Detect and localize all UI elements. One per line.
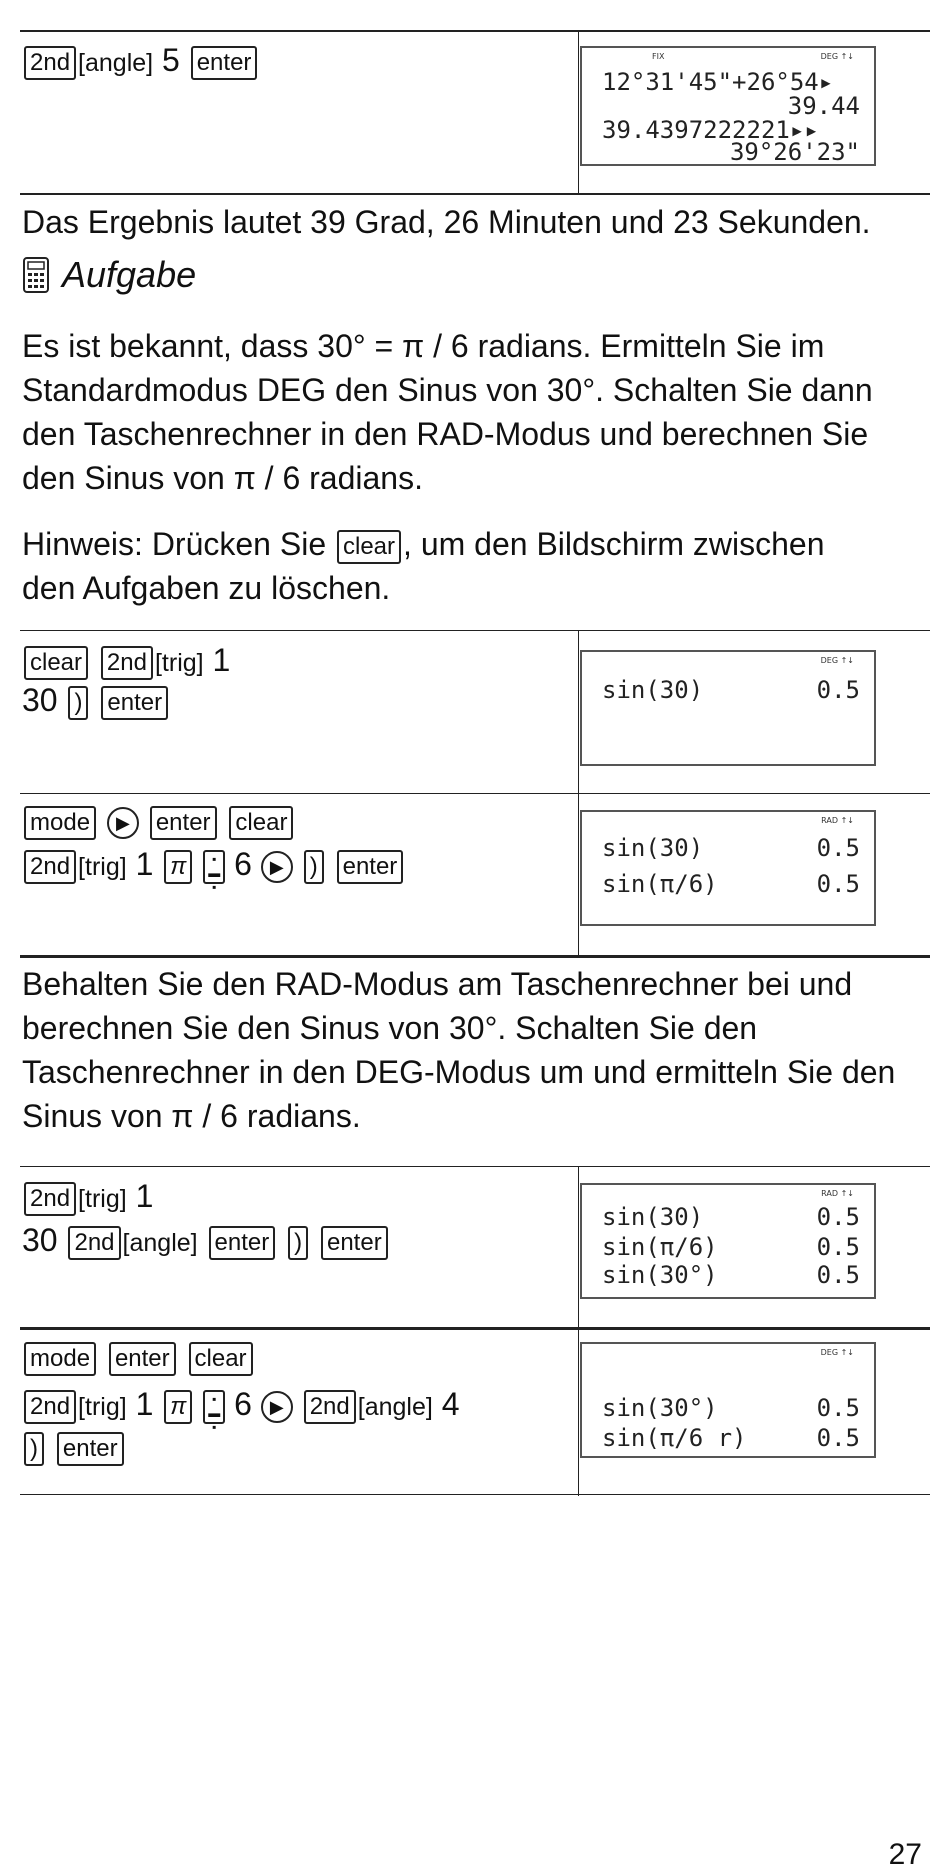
key-enter: enter	[109, 1342, 176, 1376]
task-heading	[22, 254, 196, 296]
text-line: Es ist bekannt, dass 30° = π / 6 radians. Ermitteln Sie im	[22, 328, 825, 364]
screen-result: 0.5	[816, 1424, 860, 1452]
calc-screen-top	[580, 46, 876, 166]
rule	[20, 955, 930, 958]
screen-line: 39.4397222221▸▸	[602, 116, 819, 144]
keys-top	[22, 40, 259, 80]
screen-expression: sin(30)	[602, 834, 704, 862]
hint-line2: den Aufgaben zu löschen.	[22, 570, 391, 606]
key-angle: [ angle ]	[358, 1392, 433, 1422]
screen-expression: sin(π/6)	[602, 870, 718, 898]
fraction-key-icon: ▪ ▬ ▪	[203, 850, 225, 884]
keys-row1	[22, 640, 230, 720]
key-clear: clear	[337, 530, 401, 564]
screen-result: 0.5	[816, 870, 860, 898]
screen-expression: sin(30°)	[602, 1261, 718, 1289]
mode-indicator: DEG ↑↓	[820, 1348, 854, 1357]
key-trig: [ trig ]	[78, 1392, 127, 1422]
table-divider	[578, 30, 579, 193]
screen-expression: sin(30)	[602, 676, 704, 704]
key-2nd: 2nd	[24, 1390, 76, 1424]
key-enter: enter	[321, 1226, 388, 1260]
key-angle: [ angle ]	[78, 48, 153, 78]
rule-top	[20, 30, 930, 32]
rule	[20, 1327, 930, 1330]
key-clear: clear	[24, 646, 88, 680]
key-clear: clear	[229, 806, 293, 840]
screen-expression: sin(π/6)	[602, 1233, 718, 1261]
key-2nd: 2nd	[24, 46, 76, 80]
key-trig: [ trig ]	[78, 1184, 127, 1214]
text-line: berechnen Sie den Sinus von 30°. Schalten Sie den	[22, 1010, 758, 1046]
screen-result: 0.5	[816, 676, 860, 704]
task-heading-label: Aufgabe	[62, 254, 197, 295]
key-2nd: 2nd	[24, 850, 76, 884]
screen-result: 0.5	[816, 1233, 860, 1261]
rule	[20, 193, 930, 195]
key-enter: enter	[209, 1226, 276, 1260]
text-line: Behalten Sie den RAD-Modus am Taschenrechner bei und	[22, 966, 853, 1002]
key-close-paren: )	[288, 1226, 308, 1260]
screen-expression: sin(30°)	[602, 1394, 718, 1422]
key-enter: enter	[191, 46, 258, 80]
key-enter: enter	[101, 686, 168, 720]
key-clear: clear	[189, 1342, 253, 1376]
arrow-right-icon: ▶	[261, 1391, 293, 1423]
screen-expression: sin(π/6 r)	[602, 1424, 747, 1452]
calc-screen-row4	[580, 1342, 876, 1458]
key-digit: 30	[22, 682, 58, 718]
key-digit: 1	[212, 642, 231, 678]
screen-expression: sin(30)	[602, 1203, 704, 1231]
keys-row4	[22, 1336, 460, 1466]
rule	[20, 1166, 930, 1167]
key-enter: enter	[150, 806, 217, 840]
mode-indicator: RAD ↑↓	[821, 1189, 854, 1198]
key-digit: 1	[135, 846, 154, 882]
key-2nd: 2nd	[24, 1182, 76, 1216]
calc-screen-row3	[580, 1183, 876, 1299]
mode-indicator: DEG ↑↓	[820, 656, 854, 665]
key-pi: π	[164, 1390, 192, 1424]
hint-prefix: Hinweis: Drücken Sie	[22, 526, 327, 562]
screen-result: 0.5	[816, 834, 860, 862]
mode-indicator: DEG ↑↓	[820, 52, 854, 61]
key-angle: [ angle ]	[123, 1228, 198, 1258]
screen-result: 0.5	[816, 1203, 860, 1231]
key-pi: π	[164, 850, 192, 884]
page-number: 27	[888, 1838, 922, 1871]
calc-screen-row2	[580, 810, 876, 926]
rule	[20, 793, 930, 794]
text-line: Sinus von π / 6 radians.	[22, 1098, 361, 1134]
hint-text	[22, 522, 932, 610]
screen-result: 0.5	[816, 1394, 860, 1422]
key-2nd: 2nd	[101, 646, 153, 680]
fraction-key-icon: ▪ ▬ ▪	[203, 1390, 225, 1424]
screen-result: 0.5	[816, 1261, 860, 1289]
task-text-2	[22, 962, 932, 1138]
arrow-right-icon: ▶	[261, 851, 293, 883]
key-trig: [ trig ]	[78, 852, 127, 882]
key-2nd: 2nd	[304, 1390, 356, 1424]
key-mode: mode	[24, 1342, 96, 1376]
key-digit: 1	[135, 1178, 154, 1214]
screen-line: 39°26'23"	[729, 138, 860, 166]
text-line: Taschenrechner in den DEG-Modus um und ermitteln Sie den	[22, 1054, 896, 1090]
screen-line: 39.44	[787, 92, 860, 120]
keys-row2	[22, 800, 405, 894]
table-divider	[578, 1166, 579, 1496]
key-enter: enter	[57, 1432, 124, 1466]
key-digit: 1	[135, 1386, 154, 1422]
key-digit: 6	[234, 1386, 252, 1422]
key-digit: 5	[162, 42, 180, 78]
key-trig: [ trig ]	[155, 648, 204, 678]
text-line: den Sinus von π / 6 radians.	[22, 460, 423, 496]
text-line: den Taschenrechner in den RAD-Modus und berechnen Sie	[22, 416, 869, 452]
fix-indicator: FIX	[652, 52, 665, 61]
rule	[20, 630, 930, 631]
calc-screen-row1	[580, 650, 876, 766]
hint-suffix: , um den Bildschirm zwischen	[403, 526, 825, 562]
key-digit: 30	[22, 1222, 58, 1258]
key-mode: mode	[24, 806, 96, 840]
rule	[20, 1494, 930, 1495]
key-close-paren: )	[24, 1432, 44, 1466]
key-enter: enter	[337, 850, 404, 884]
result-text: Das Ergebnis lautet 39 Grad, 26 Minuten und 23 Sekunden.	[22, 204, 871, 240]
key-digit: 6	[234, 846, 252, 882]
screen-line: 12°31'45"+26°54▸	[602, 68, 834, 96]
keys-row3	[22, 1176, 390, 1260]
text-line: Standardmodus DEG den Sinus von 30°. Schalten Sie dann	[22, 372, 873, 408]
arrow-right-icon: ▶	[107, 807, 139, 839]
task-text	[22, 324, 932, 500]
key-close-paren: )	[68, 686, 88, 720]
key-digit: 4	[441, 1386, 460, 1422]
calculator-icon	[22, 256, 50, 294]
key-2nd: 2nd	[68, 1226, 120, 1260]
key-close-paren: )	[304, 850, 324, 884]
mode-indicator: RAD ↑↓	[821, 816, 854, 825]
